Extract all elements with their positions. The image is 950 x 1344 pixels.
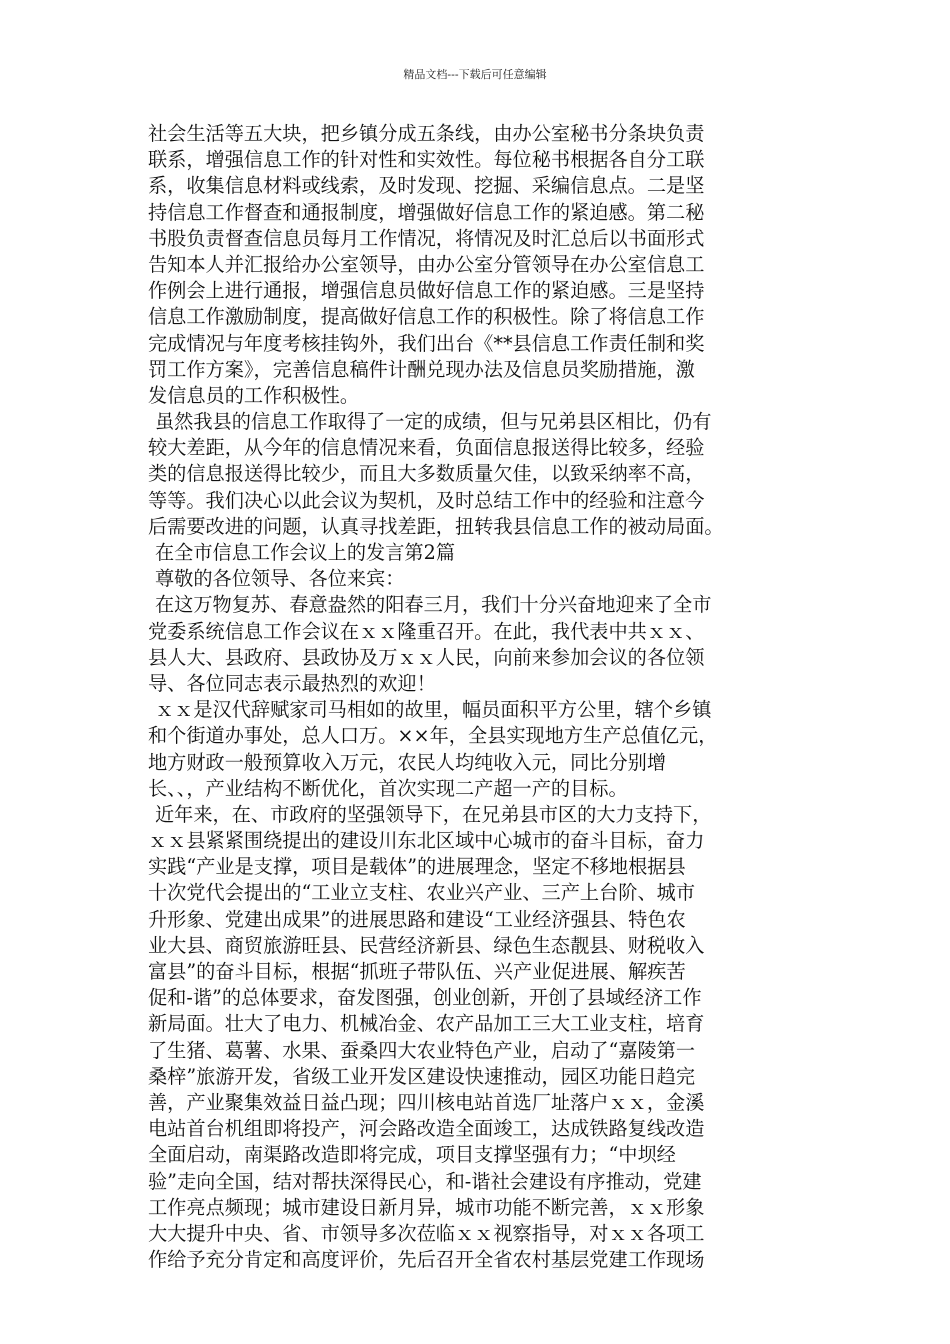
text-line: 持信息工作督查和通报制度，增强做好信息工作的紧迫感。第二秘 — [148, 200, 705, 224]
text-line: 工作亮点频现；城市建设日新月异，城市功能不断完善，ｘｘ形象 — [148, 1195, 705, 1219]
text-line: 升形象、党建出成果”的进展思路和建设“工业经济强县、特色农 — [148, 907, 686, 931]
text-line: 促和-谐”的总体要求，奋发图强，创业创新，开创了县域经济工作 — [148, 986, 702, 1010]
text-line: 桑梓”旅游开发，省级工业开发区建设快速推动，园区功能日趋完 — [148, 1064, 696, 1088]
salutation: 尊敬的各位领导、各位来宾： — [155, 567, 405, 591]
text-line: 完成情况与年度考核挂钩外，我们出台《**县信息工作责任制和奖 — [148, 331, 705, 355]
text-line: 地方财政一般预算收入万元，农民人均纯收入元，同比分别增 — [148, 750, 667, 774]
paragraph-5 — [148, 802, 828, 1273]
paragraph-3 — [148, 592, 828, 697]
page-header: 精品文档---下载后可任意编辑 — [403, 68, 547, 81]
text-line: 较大差距，从今年的信息情况来看，负面信息报送得比较多，经验 — [148, 436, 705, 460]
section-title: 在全市信息工作会议上的发言第2篇 — [155, 541, 456, 564]
text-line: ｘｘ县紧紧围绕提出的建设川东北区域中心城市的奋斗目标，奋力 — [148, 829, 705, 853]
document-body — [148, 121, 828, 1273]
text-line: 大大提升中央、省、市领导多次莅临ｘｘ视察指导，对ｘｘ各项工 — [148, 1221, 705, 1245]
paragraph-4 — [148, 697, 828, 802]
text-line: 在这万物复苏、春意盎然的阳春三月，我们十分兴奋地迎来了全市 — [155, 593, 712, 617]
text-line: 电站首台机组即将投产，河会路改造全面竣工，达成铁路复线改造 — [148, 1117, 705, 1141]
text-line: 联系，增强信息工作的针对性和实效性。每位秘书根据各自分工联 — [148, 148, 705, 172]
text-line: 了生猪、葛薯、水果、蚕桑四大农业特色产业，启动了“嘉陵第一 — [148, 1038, 696, 1062]
text-line: 近年来，在、市政府的坚强领导下，在兄弟县市区的大力支持下， — [155, 802, 712, 826]
text-line: 虽然我县的信息工作取得了一定的成绩，但与兄弟县区相比，仍有 — [155, 410, 712, 434]
text-line: 作给予充分肯定和高度评价，先后召开全省农村基层党建工作现场 — [148, 1248, 705, 1272]
text-line: 等等。我们决心以此会议为契机，及时总结工作中的经验和注意今 — [148, 488, 705, 512]
text-line: 业大县、商贸旅游旺县、民营经济新县、绿色生态靓县、财税收入 — [148, 933, 705, 957]
text-line: 实践“产业是支撑，项目是载体”的进展理念，坚定不移地根据县 — [148, 855, 686, 879]
text-line: 系，收集信息材料或线索，及时发现、挖掘、采编信息点。二是坚 — [148, 174, 705, 198]
text-line: 导、各位同志表示最热烈的欢迎！ — [148, 671, 436, 695]
text-line: 告知本人并汇报给办公室领导，由办公室分管领导在办公室信息工 — [148, 252, 705, 276]
text-line: 县人大、县政府、县政协及万ｘｘ人民，向前来参加会议的各位领 — [148, 645, 705, 669]
text-line: 作例会上进行通报，增强信息员做好信息工作的紧迫感。三是坚持 — [148, 279, 705, 303]
text-line: 和个街道办事处，总人口万。××年，全县实现地方生产总值亿元， — [148, 724, 718, 748]
text-line: 书股负责督查信息员每月工作情况，将情况及时汇总后以书面形式 — [148, 226, 705, 250]
text-line: 后需要改进的问题，认真寻找差距，扭转我县信息工作的被动局面。 — [148, 514, 724, 538]
text-line: 全面启动，南渠路改造即将完成，项目支撑坚强有力；“中坝经 — [148, 1143, 676, 1167]
paragraph-1 — [148, 121, 828, 409]
text-line: 十次党代会提出的“工业立支柱、农业兴产业、三产上台阶、城市 — [148, 881, 696, 905]
text-line: ｘｘ是汉代辞赋家司马相如的故里，幅员面积平方公里，辖个乡镇 — [155, 698, 712, 722]
text-line: 党委系统信息工作会议在ｘｘ隆重召开。在此，我代表中共ｘｘ、 — [148, 619, 705, 643]
paragraph-2 — [148, 409, 828, 540]
text-line: 信息工作激励制度，提高做好信息工作的积极性。除了将信息工作 — [148, 305, 705, 329]
text-line: 新局面。壮大了电力、机械冶金、农产品加工三大工业支柱，培育 — [148, 1012, 705, 1036]
text-line: 类的信息报送得比较少，而且大多数质量欠佳，以致采纳率不高， — [148, 462, 705, 486]
text-line: 验”走向全国，结对帮扶深得民心，和-谐社会建设有序推动，党建 — [148, 1169, 702, 1193]
text-line: 罚工作方案》，完善信息稿件计酬兑现办法及信息员奖励措施，激 — [148, 357, 695, 381]
text-line: 富县”的奋斗目标，根据“抓班子带队伍、兴产业促进展、解疾苦 — [148, 960, 686, 983]
text-line: 善，产业聚集效益日益凸现；四川核电站首选厂址落户ｘｘ，金溪 — [148, 1090, 705, 1114]
text-line: 社会生活等五大块，把乡镇分成五条线，由办公室秘书分条块负责 — [148, 122, 705, 145]
text-line: 长、、，产业结构不断优化，首次实现二产超一产的目标。 — [148, 776, 628, 800]
text-line: 发信息员的工作积极性。 — [148, 383, 360, 407]
